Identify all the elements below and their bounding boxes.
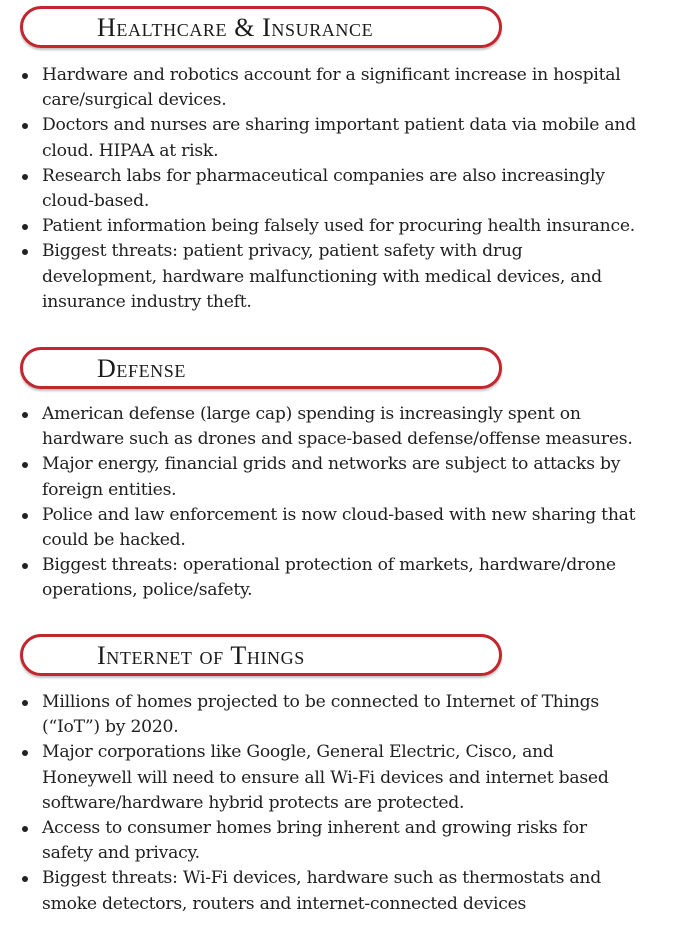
list-item: Access to consumer homes bring inherent and growing risks for safety and privacy. <box>0 816 640 866</box>
bullet-dot-icon <box>22 123 28 129</box>
list-item: Millions of homes projected to be connected to Internet of Things (“IoT”) by 2020. <box>0 690 640 740</box>
list-item: American defense (large cap) spending is increasingly spent on hardware such as drones and space-based defense/offense measures. <box>0 402 640 452</box>
bullet-list <box>0 402 640 604</box>
list-item: Biggest threats: patient privacy, patient safety with drug development, hardware malfunctioning with medical devices, and insurance industry theft. <box>0 239 640 315</box>
list-item: Patient information being falsely used for procuring health insurance. <box>0 214 640 239</box>
list-item: Biggest threats: Wi-Fi devices, hardware such as thermostats and smoke detectors, routers and internet-connected devices <box>0 866 640 916</box>
section-header-pill <box>20 6 502 48</box>
section-title: Internet of Things <box>97 641 305 670</box>
list-item: Research labs for pharmaceutical companies are also increasingly cloud-based. <box>0 164 640 214</box>
bullet-dot-icon <box>22 750 28 756</box>
bullet-dot-icon <box>22 174 28 180</box>
bullet-list <box>0 690 640 917</box>
list-item: Hardware and robotics account for a significant increase in hospital care/surgical devices. <box>0 63 640 113</box>
bullet-list <box>0 63 640 315</box>
bullet-dot-icon <box>22 73 28 79</box>
bullet-dot-icon <box>22 513 28 519</box>
bullet-dot-icon <box>22 876 28 882</box>
bullet-dot-icon <box>22 826 28 832</box>
bullet-dot-icon <box>22 462 28 468</box>
bullet-dot-icon <box>22 563 28 569</box>
section-header-pill <box>20 634 502 676</box>
list-item: Biggest threats: operational protection of markets, hardware/drone operations, police/safety. <box>0 553 640 603</box>
list-item: Major corporations like Google, General Electric, Cisco, and Honeywell will need to ensure all Wi-Fi devices and internet based software/hardware hybrid protects are protected. <box>0 740 640 816</box>
section-title: Defense <box>97 354 186 383</box>
section-title: Healthcare & Insurance <box>97 13 374 42</box>
list-item: Police and law enforcement is now cloud-based with new sharing that could be hacked. <box>0 503 640 553</box>
list-item: Major energy, financial grids and networks are subject to attacks by foreign entities. <box>0 452 640 502</box>
bullet-dot-icon <box>22 412 28 418</box>
bullet-dot-icon <box>22 700 28 706</box>
bullet-dot-icon <box>22 249 28 255</box>
list-item: Doctors and nurses are sharing important patient data via mobile and cloud. HIPAA at risk. <box>0 113 640 163</box>
section-header-pill <box>20 347 502 389</box>
bullet-dot-icon <box>22 224 28 230</box>
